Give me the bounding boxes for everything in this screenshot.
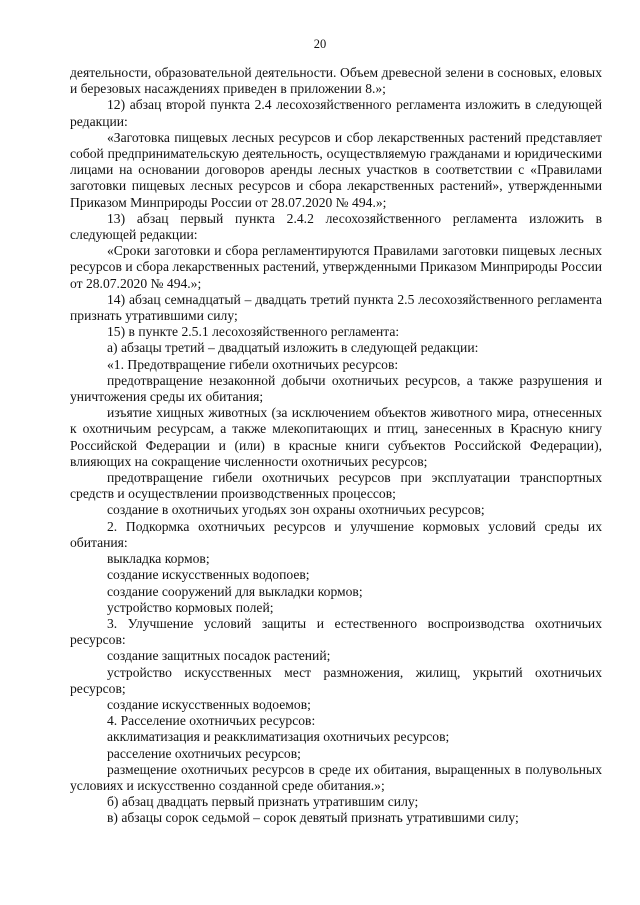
paragraph: размещение охотничьих ресурсов в среде их обитания, выращенных в полувольных условиях и искусственно созданной среде обитания.»; xyxy=(70,761,602,793)
paragraph: создание в охотничьих угодьях зон охраны охотничьих ресурсов; xyxy=(107,502,485,518)
paragraph: 14) абзац семнадцатый – двадцать третий пункта 2.5 лесохозяйственного регламента признать утратившими силу; xyxy=(70,291,602,324)
paragraph: создание защитных посадок растений; xyxy=(107,648,331,664)
paragraph: создание сооружений для выкладки кормов; xyxy=(107,583,363,599)
paragraph: выкладка кормов; xyxy=(107,551,210,567)
paragraph: б) абзац двадцать первый признать утратившим силу; xyxy=(107,794,419,810)
paragraph: а) абзацы третий – двадцатый изложить в следующей редакции: xyxy=(107,340,479,356)
paragraph: акклиматизация и реакклиматизация охотничьих ресурсов; xyxy=(107,729,450,745)
paragraph: «Заготовка пищевых лесных ресурсов и сбор лекарственных растений представляет собой предпринимательскую деятельность, осуществляемую гражданами и юридическими лицами на основании договоров аренды лесных участков в соответствии с «Правилами заготовки пищевых лесных ресурсов и сбора лекарственных растений», утвержденными Приказом Минприроды России от 28.07.2020 № 494.»; xyxy=(70,129,602,210)
paragraph: устройство искусственных мест размножения, жилищ, укрытий охотничьих ресурсов; xyxy=(70,664,602,696)
paragraph: 3. Улучшение условий защиты и естественного воспроизводства охотничьих ресурсов: xyxy=(70,615,602,648)
paragraph: предотвращение незаконной добычи охотничьих ресурсов, а также разрушения и уничтожения среды их обитания; xyxy=(70,372,602,405)
paragraph: изъятие хищных животных (за исключением объектов животного мира, отнесенных к охотничьим ресурсам, а также млекопитающих и птиц, занесенных в Красную книгу Российской Федерации и (или) в красные книги субъектов Российской Федерации), влияющих на сокращение численности охотничьих ресурсов; xyxy=(70,405,602,469)
document-body xyxy=(70,65,602,827)
paragraph: в) абзацы сорок седьмой – сорок девятый признать утратившими силу; xyxy=(107,810,519,826)
paragraph: расселение охотничьих ресурсов; xyxy=(107,745,301,761)
paragraph: устройство кормовых полей; xyxy=(107,599,274,615)
paragraph: 4. Расселение охотничьих ресурсов: xyxy=(107,713,316,729)
page-number: 20 xyxy=(313,37,327,51)
paragraph: 12) абзац второй пункта 2.4 лесохозяйственного регламента изложить в следующей редакции: xyxy=(70,97,602,129)
paragraph: 13) абзац первый пункта 2.4.2 лесохозяйственного регламента изложить в следующей редакции: xyxy=(70,210,602,243)
paragraph: деятельности, образовательной деятельности. Объем древесной зелени в сосновых, еловых и березовых насаждениях приведен в приложении 8.»; xyxy=(70,65,602,97)
paragraph: создание искусственных водопоев; xyxy=(107,567,310,583)
paragraph: предотвращение гибели охотничьих ресурсов при эксплуатации транспортных средств и осуществлении производственных процессов; xyxy=(70,470,602,502)
paragraph: 2. Подкормка охотничьих ресурсов и улучшение кормовых условий среды их обитания: xyxy=(70,518,602,550)
paragraph: «Сроки заготовки и сбора регламентируются Правилами заготовки пищевых лесных ресурсов и сбора лекарственных растений, утвержденными Приказом Минприроды России от 28.07.2020 № 494.»; xyxy=(70,243,602,291)
paragraph: создание искусственных водоемов; xyxy=(107,696,311,712)
paragraph: 15) в пункте 2.5.1 лесохозяйственного регламента: xyxy=(107,324,400,340)
paragraph: «1. Предотвращение гибели охотничьих ресурсов: xyxy=(107,356,399,372)
